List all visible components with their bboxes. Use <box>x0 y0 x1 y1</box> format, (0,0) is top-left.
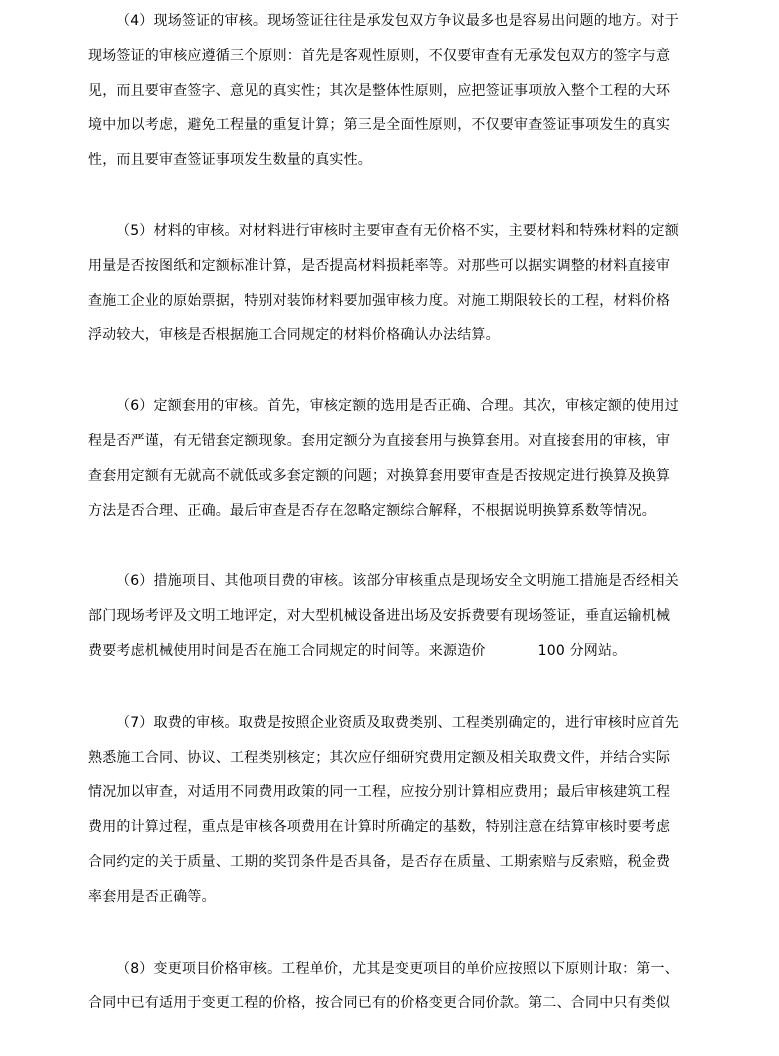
text-line: 见，而且要审查签字、意见的真实性；其次是整体性原则，应把签证事项放入整个工程的大环 <box>88 82 671 99</box>
text-line: （5）材料的审核。对材料进行审核时主要审查有无价格不实，主要材料和特殊材料的定额 <box>116 222 679 239</box>
text-line: 用量是否按图纸和定额标准计算，是否提高材料损耗率等。对那些可以据实调整的材料直接审 <box>88 257 671 274</box>
text-line: （8）变更项目价格审核。工程单价，尤其是变更项目的单价应按照以下原则计取：第一、 <box>116 960 679 977</box>
text-line: 程是否严谨，有无错套定额现象。套用定额分为直接套用与换算套用。对直接套用的审核，审 <box>88 432 671 449</box>
text-line: 浮动较大，审核是否根据施工合同规定的材料价格确认办法结算。 <box>88 327 500 344</box>
text-line: 境中加以考虑，避免工程量的重复计算；第三是全面性原则，不仅要审查签证事项发生的真实 <box>88 117 671 134</box>
text-line: （4）现场签证的审核。现场签证往往是承发包双方争议最多也是容易出问题的地方。对于 <box>116 13 679 29</box>
text-line: 现场签证的审核应遵循三个原则：首先是客观性原则，不仅要审查有无承发包双方的签字与意 <box>88 47 671 64</box>
paragraph-quota-review <box>88 389 688 528</box>
paragraph-variation-price-review <box>88 952 688 1022</box>
text-line <box>88 634 688 669</box>
paragraph-site-visa-review <box>88 4 688 178</box>
text-line: 率套用是否正确等。 <box>88 888 216 905</box>
text-line: 方法是否合理、正确。最后审查是否存在忽略定额综合解释，不根据说明换算系数等情况。 <box>88 502 656 519</box>
paragraph-material-review <box>88 214 688 353</box>
text-segment: 费要考虑机械使用时间是否在施工合同规定的时间等。来源造价 <box>88 642 486 659</box>
text-line: 合同约定的关于质量、工期的奖罚条件是否具备，是否存在质量、工期索赔与反索赔，税金费 <box>88 853 671 870</box>
text-line: 情况加以审查，对适用不同费用政策的同一工程，应按分别计算相应费用；最后审核建筑工程 <box>88 784 671 801</box>
text-segment: 100 分网站。 <box>537 642 627 659</box>
text-line: 查施工企业的原始票据，特别对装饰材料要加强审核力度。对施工期限较长的工程，材料价格 <box>88 292 671 309</box>
text-line: 性，而且要审查签证事项发生数量的真实性。 <box>88 152 372 169</box>
text-line: 费用的计算过程，重点是审核各项费用在计算时所确定的基数，特别注意在结算审核时要考虑 <box>88 819 671 836</box>
text-line: （7）取费的审核。取费是按照企业资质及取费类别、工程类别确定的，进行审核时应首先 <box>116 714 679 731</box>
text-line: 合同中已有适用于变更工程的价格，按合同已有的价格变更合同价款。第二、合同中只有类似 <box>88 995 671 1012</box>
text-line: 部门现场考评及文明工地评定，对大型机械设备进出场及安拆费要有现场签证，垂直运输机械 <box>88 608 671 625</box>
text-line: （6）措施项目、其他项目费的审核。该部分审核重点是现场安全文明施工措施是否经相关 <box>116 573 679 590</box>
text-line: 熟悉施工合同、协议、工程类别核定；其次应仔细研究费用定额及相关取费文件，并结合实际 <box>88 749 671 766</box>
text-line: 查套用定额有无就高不就低或多套定额的问题；对换算套用要审查是否按规定进行换算及换算 <box>88 467 671 484</box>
document-body <box>88 4 688 1056</box>
paragraph-fee-review <box>88 706 688 915</box>
text-line: （6）定额套用的审核。首先，审核定额的选用是否正确、合理。其次，审核定额的使用过 <box>116 398 679 415</box>
paragraph-measures-review <box>88 564 688 668</box>
